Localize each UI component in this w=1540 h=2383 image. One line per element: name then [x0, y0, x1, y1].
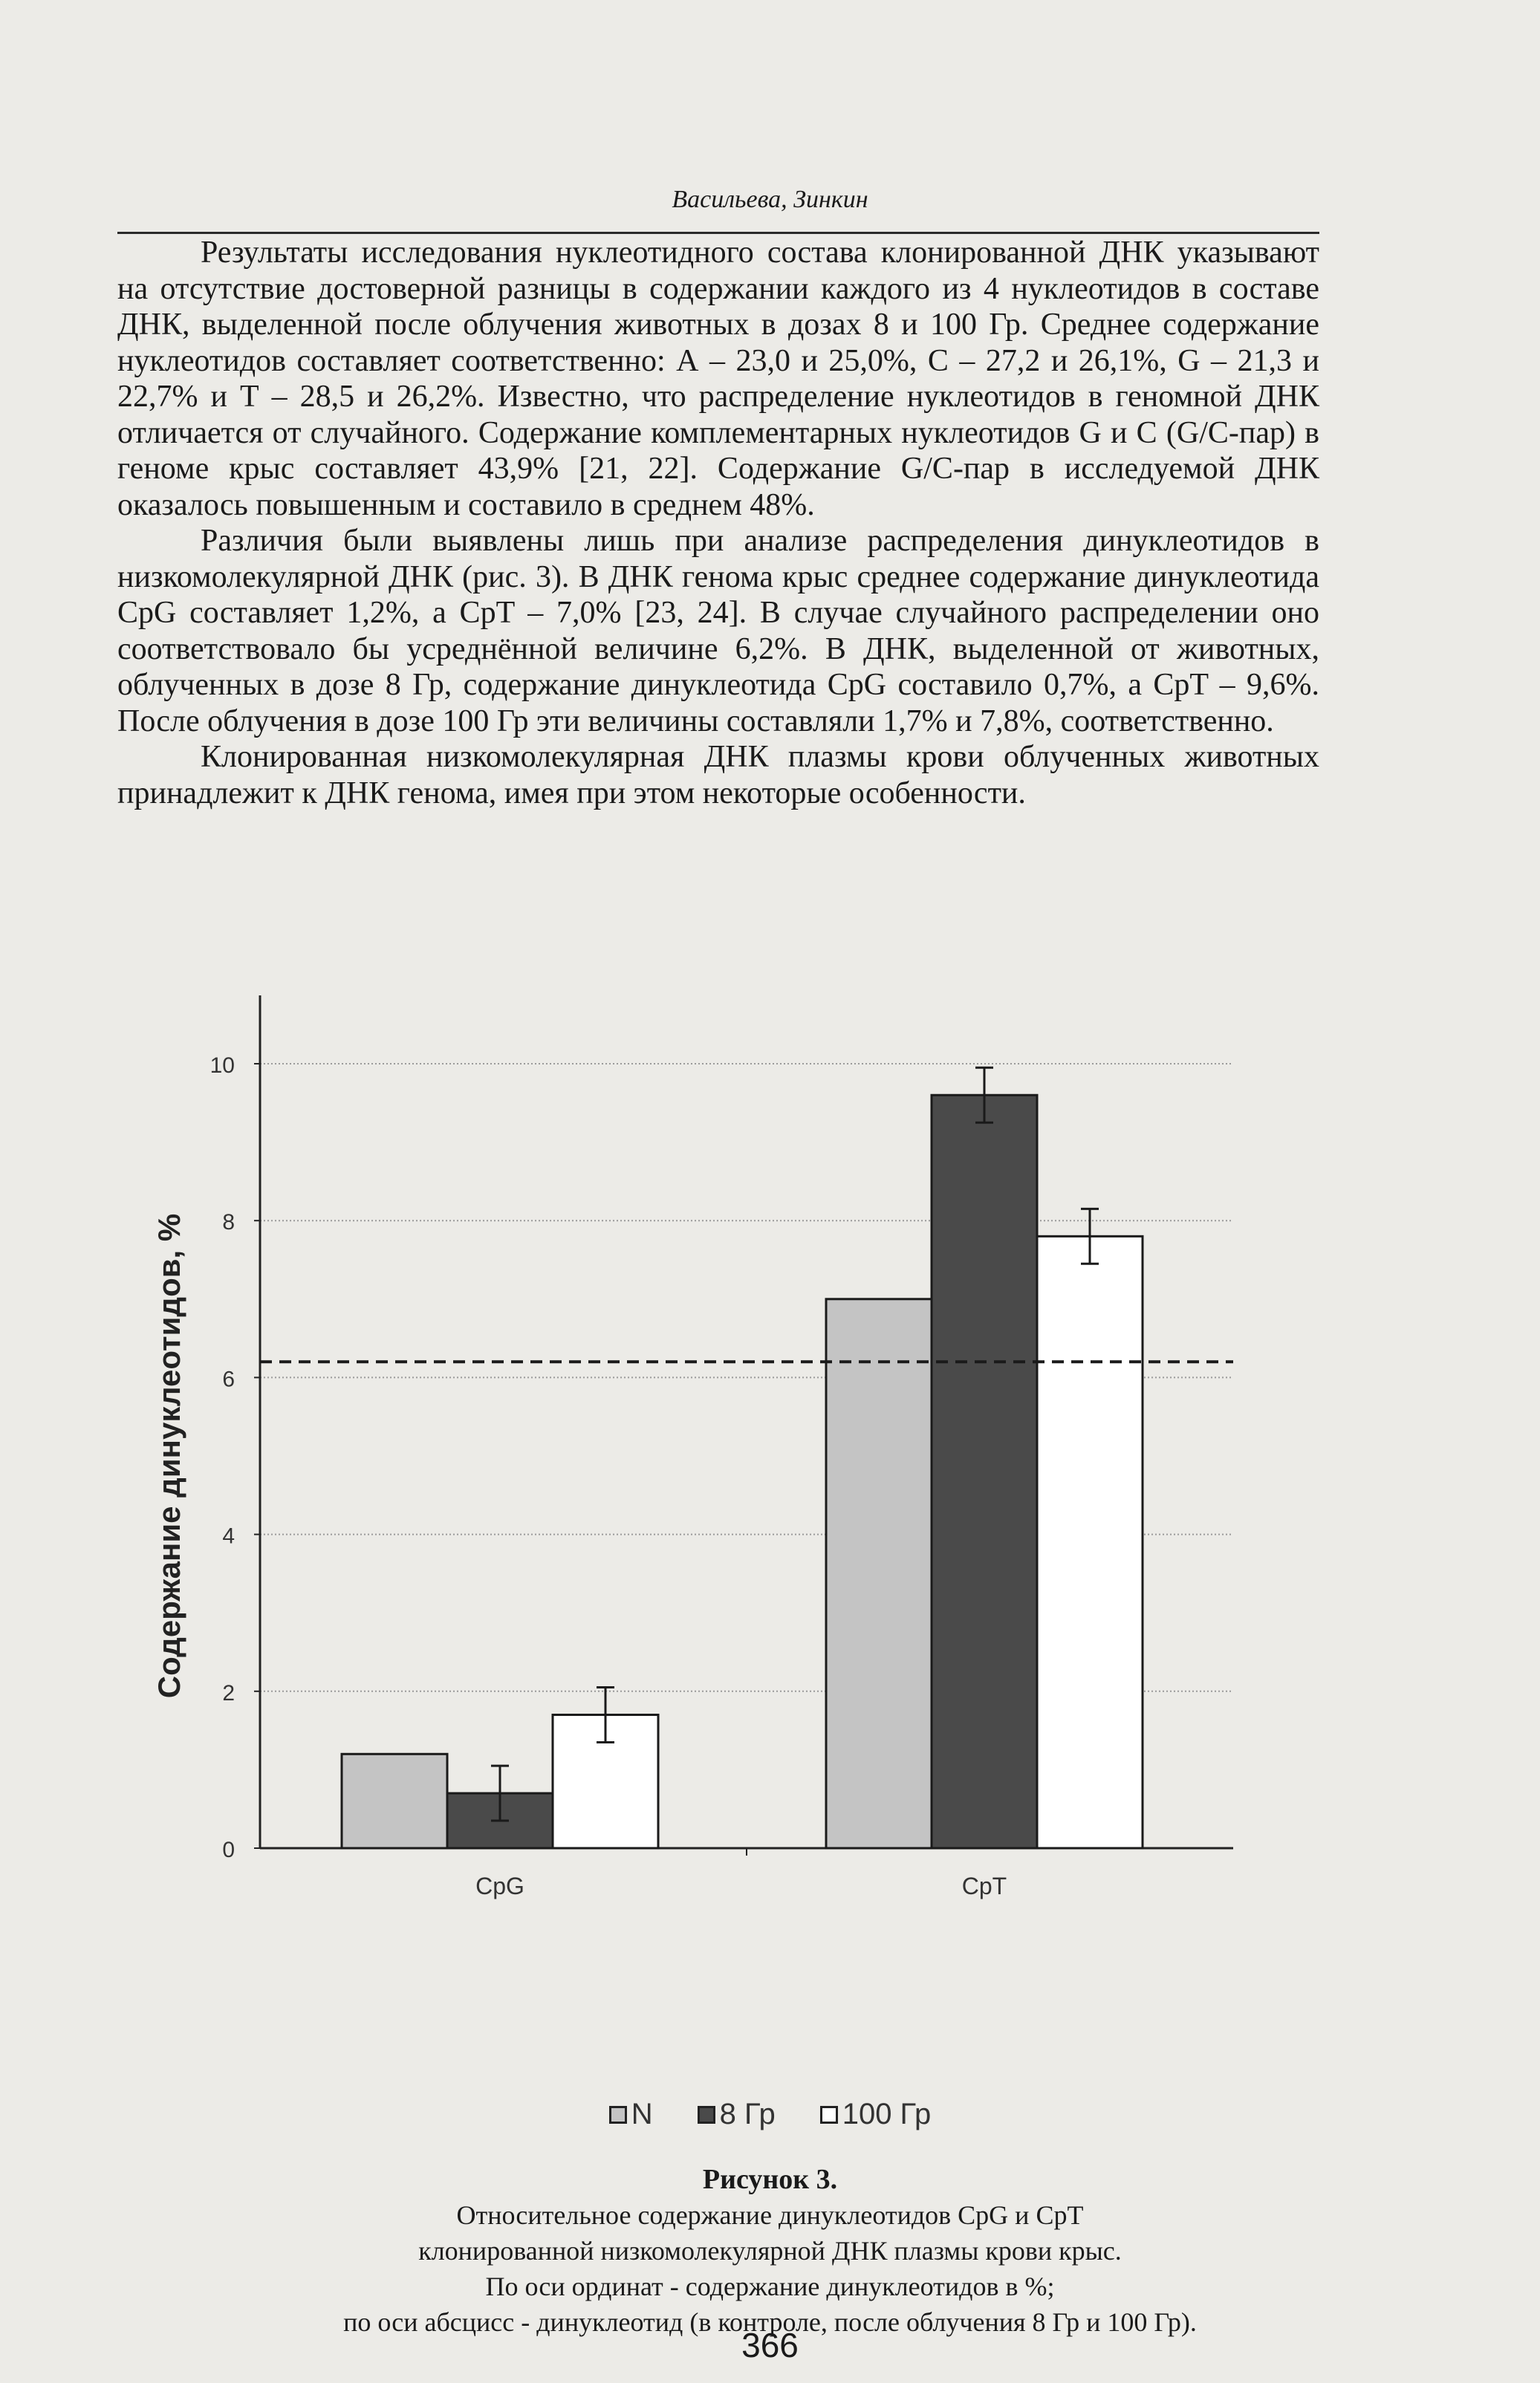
- figure-caption: [0, 2162, 1540, 2340]
- paragraph-1: Результаты исследования нуклеотидного состава клонированной ДНК указывают на отсутствие достоверной разницы в содержании каждого из 4 нуклеотидов в составе ДНК, выделенной после облучения животных в дозах 8 и 100 Гр. Среднее содержание нуклеотидов составляет соответственно: А – 23,0 и 25,0%, С – 27,2 и 26,1%, G – 21,3 и 22,7% и Т – 28,5 и 26,2%. Известно, что распределение нуклеотидов в геномной ДНК отличается от случайного. Содержание комплементарных нуклеотидов G и С (G/С-пар) в геноме крыс составляет 43,9% [21, 22]. Содержание G/С-пар в исследуемой ДНК оказалось повышенным и составило в среднем 48%.: [117, 235, 1319, 522]
- header-rule: [117, 232, 1319, 234]
- body-text: [117, 235, 1319, 811]
- caption-line-3: По оси ординат - содержание динуклеотидов в %;: [485, 2272, 1055, 2301]
- y-tick-label-6: 6: [222, 1367, 235, 1392]
- bar-cpg-0: [342, 1754, 447, 1848]
- chart-legend: [0, 2098, 1540, 2131]
- legend-label-100gy: 100 Гр: [842, 2098, 932, 2130]
- legend-item-8gy: [698, 2098, 776, 2131]
- paragraph-2: Различия были выявлены лишь при анализе распределения динуклеотидов в низкомолекулярной ДНК (рис. 3). В ДНК генома крыс среднее содержание динуклеотида CpG составляет 1,2%, а CpT – 7,0% [23, 24]. В случае случайного распределении оно соответствовало бы усреднённой величине 6,2%. В ДНК, выделенной от животных, облученных в дозе 8 Гр, содержание динуклеотида CpG составило 0,7%, а CpT – 9,6%. После облучения в дозе 100 Гр эти величины составляли 1,7% и 7,8%, соответственно.: [117, 524, 1319, 738]
- page-number: 366: [741, 2326, 799, 2364]
- caption-line-4: по оси абсцисс - динуклеотид (в контроле, после облучения 8 Гр и 100 Гр).: [343, 2307, 1197, 2337]
- legend-item-100gy: [820, 2098, 932, 2131]
- x-tick-label-cpt: CpT: [961, 1873, 1007, 1899]
- legend-item-n: [609, 2098, 653, 2131]
- caption-line-2: клонированной низкомолекулярной ДНК плазмы крови крыс.: [418, 2236, 1122, 2266]
- y-tick-label-4: 4: [222, 1524, 235, 1549]
- running-header: Васильева, Зинкин: [672, 186, 868, 213]
- legend-label-8gy: 8 Гр: [719, 2098, 776, 2130]
- paragraph-3: Клонированная низкомолекулярная ДНК плазмы крови облученных животных принадлежит к ДНК генома, имея при этом некоторые особенности.: [117, 740, 1319, 810]
- y-tick-label-2: 2: [222, 1680, 235, 1706]
- legend-swatch-100gy: [820, 2106, 838, 2124]
- bar-cpt-1: [932, 1095, 1037, 1848]
- legend-label-n: N: [631, 2098, 653, 2130]
- dinucleotide-bar-chart: [134, 981, 1248, 1899]
- bar-cpt-0: [826, 1299, 932, 1848]
- y-axis-label: Содержание динуклеотидов, %: [152, 1213, 186, 1699]
- y-tick-label-0: 0: [222, 1838, 235, 1862]
- x-tick-label-cpg: CpG: [475, 1873, 524, 1899]
- caption-line-1: Относительное содержание динуклеотидов CpG и CpT: [456, 2200, 1084, 2230]
- y-tick-label-10: 10: [209, 1053, 235, 1078]
- caption-title: Рисунок 3.: [702, 2164, 838, 2195]
- legend-swatch-8gy: [698, 2106, 715, 2124]
- legend-swatch-n: [609, 2106, 627, 2124]
- y-tick-label-8: 8: [222, 1210, 235, 1235]
- bar-cpt-2: [1037, 1236, 1143, 1848]
